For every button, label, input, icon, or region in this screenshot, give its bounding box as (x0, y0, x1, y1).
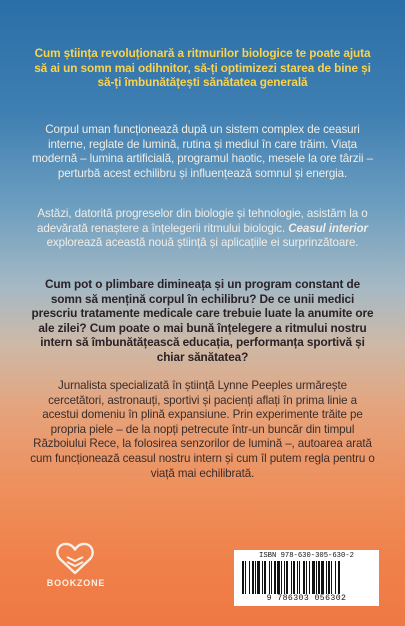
heart-book-icon (56, 541, 94, 575)
book-title-inline: Ceasul interior (288, 221, 368, 235)
barcode-bar (274, 561, 276, 594)
barcode-bar (297, 561, 298, 594)
context-text-start: Astăzi, datorită progreselor din biologie și tehnologie, asistăm la o adevărată renaștere a înțelegerii ritmului biologic. (37, 207, 368, 235)
barcode-bar (316, 561, 317, 594)
questions-paragraph: Cum pot o plimbare dimineața și un program constant de somn să mențină corpul în echilibru? De ce unii medici prescriu tratamente medicale care trebuie luate la anumite ore ale zilei? Cum poate o mai bună înțelegere a ritmului nostru intern să îmbunătățească educația, performanța sportivă și chiar sănătatea? (31, 277, 374, 364)
barcode-bar (286, 561, 288, 594)
publisher-logo (40, 541, 110, 601)
isbn-label: ISBN 978-630-305-630-2 (259, 552, 354, 560)
barcode-bar (249, 561, 250, 594)
context-paragraph (30, 207, 375, 251)
barcode-bar (331, 561, 332, 594)
intro-paragraph: Corpul uman funcționează după un sistem complex de ceasuri interne, reglate de lumină, rutina și mediul în care trăim. Viața modernă – lumina artificială, programul haotic, mesele la ore târzii – perturbă acest echilibru și influențează somnul și energia. (32, 123, 373, 180)
ean-digits: 9 786303 056302 (266, 594, 347, 603)
barcode-bar (269, 561, 270, 594)
barcode-bar (306, 561, 307, 594)
barcode-bar (255, 561, 256, 594)
barcode-bar (309, 561, 310, 594)
barcode-bar (291, 561, 292, 594)
barcode-bar (326, 561, 327, 594)
barcode-bar (262, 561, 263, 594)
barcode-bar (284, 561, 285, 594)
barcode-bar (281, 561, 282, 594)
barcode-bar (271, 561, 272, 594)
barcode-bar (312, 561, 315, 594)
barcode-bar (242, 561, 244, 594)
barcode-bars (242, 561, 372, 594)
isbn-barcode (234, 550, 379, 606)
barcode-bar (245, 561, 246, 594)
barcode-bar (321, 561, 324, 594)
barcode-bar (257, 561, 260, 594)
barcode-bar (338, 561, 340, 594)
barcode-bar (318, 561, 320, 594)
publisher-name: BOOKZONE (46, 578, 106, 588)
context-text-end: explorează această nouă știință și aplicațiile ei surprinzătoare. (46, 236, 359, 250)
cover-headline: Cum știința revoluționară a ritmurilor biologice te poate ajuta să ai un somn mai odihnitor, să-ți optimizezi starea de bine și să-ți îmbunătățești sănătatea generală (34, 46, 371, 90)
barcode-bar (335, 561, 336, 594)
barcode-bar (252, 561, 254, 594)
barcode-bar (293, 561, 295, 594)
barcode-bar (299, 561, 300, 594)
barcode-bar (328, 561, 330, 594)
barcode-bar (303, 561, 305, 594)
author-paragraph: Jurnalista specializată în știință Lynne Peeples urmărește cercetători, astronauți, sportivi și pacienți aflați în prima linie a acestui domeniu în plină expansiune. Prin experimente trăite pe propria piele – de la nopți petrecute într-un buncăr din timpul Războiului Rece, la folosirea senzorilor de lumină –, autoarea arată cum funcționează ceasul nostru intern și cum îl putem regla pentru o viață mai echilibrată. (30, 379, 375, 480)
barcode-bar (264, 561, 266, 594)
barcode-bar (277, 561, 280, 594)
